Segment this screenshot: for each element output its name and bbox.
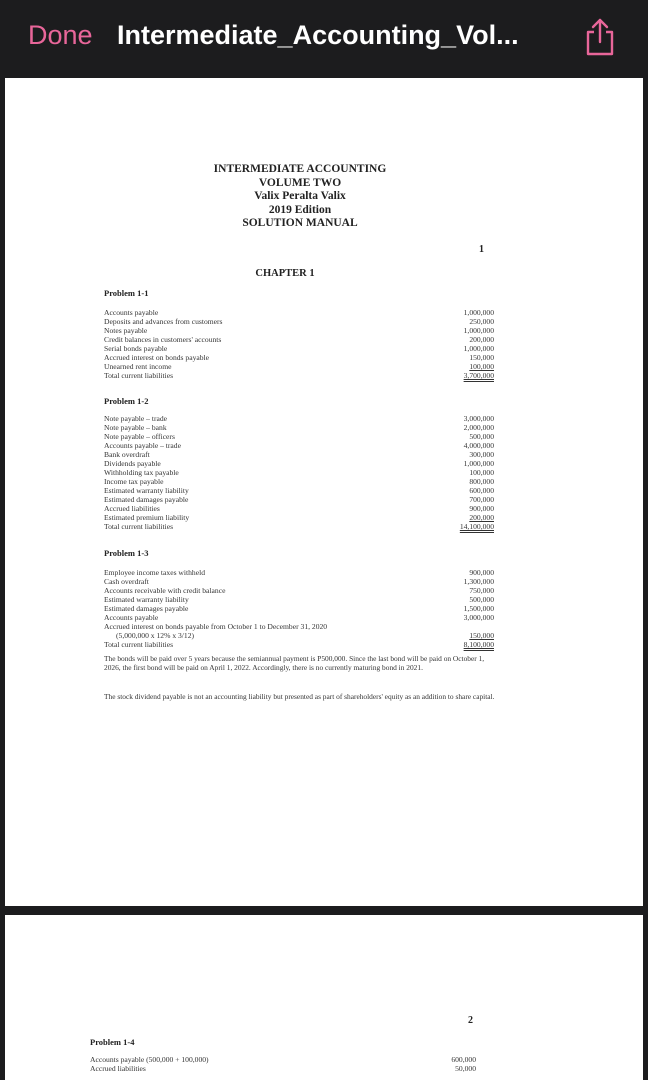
header-line: Valix Peralta Valix <box>254 190 346 202</box>
problem-title: Problem 1-1 <box>104 288 149 298</box>
ledger-row <box>104 441 494 450</box>
row-label: Notes payable <box>104 326 148 335</box>
row-amount: 300,000 <box>469 450 494 459</box>
ledger-row <box>104 568 494 577</box>
ledger-row <box>104 595 494 604</box>
ledger-row <box>90 1064 476 1073</box>
page-number: 2 <box>468 1015 473 1026</box>
row-label: Estimated damages payable <box>104 604 189 613</box>
row-amount: 1,000,000 <box>463 459 494 468</box>
row-label: Estimated premium liability <box>104 513 190 522</box>
ledger-row <box>104 486 494 495</box>
page-number: 1 <box>479 244 484 255</box>
ledger-row <box>104 577 494 586</box>
row-amount: 800,000 <box>469 477 494 486</box>
ledger-total-row <box>104 522 494 531</box>
row-label: (5,000,000 x 12% x 3/12) <box>116 631 195 640</box>
row-label: Employee income taxes withheld <box>104 568 206 577</box>
row-amount: 900,000 <box>469 504 494 513</box>
done-button[interactable]: Done <box>28 20 93 50</box>
row-amount: 500,000 <box>469 432 494 441</box>
chapter-heading: CHAPTER 1 <box>255 268 315 279</box>
row-label: Total current liabilities <box>104 522 174 531</box>
row-amount: 4,000,000 <box>463 441 494 450</box>
row-label: Dividends payable <box>104 459 161 468</box>
row-amount: 700,000 <box>469 495 494 504</box>
ledger-total-row <box>104 640 494 649</box>
row-label: Income tax payable <box>104 477 164 486</box>
row-amount: 3,000,000 <box>463 613 494 622</box>
share-button[interactable] <box>580 14 620 58</box>
row-amount: 50,000 <box>455 1064 476 1073</box>
ledger-row <box>104 622 494 631</box>
row-label: Accrued interest on bonds payable from October 1 to December 31, 2020 <box>104 622 328 631</box>
row-label: Accrued liabilities <box>90 1064 146 1073</box>
row-amount: 14,100,000 <box>459 522 494 531</box>
ledger-row <box>104 495 494 504</box>
row-label: Total current liabilities <box>104 640 174 649</box>
row-amount: 8,100,000 <box>463 640 494 649</box>
row-label: Accounts payable (500,000 + 100,000) <box>90 1055 209 1064</box>
ledger-row <box>104 604 494 613</box>
ledger-row <box>104 513 494 522</box>
row-label: Total current liabilities <box>104 371 174 380</box>
row-label: Accounts payable <box>104 308 159 317</box>
row-amount: 900,000 <box>469 568 494 577</box>
row-label: Cash overdraft <box>104 577 149 586</box>
ledger-row <box>104 450 494 459</box>
row-amount: 1,000,000 <box>463 344 494 353</box>
row-label: Estimated damages payable <box>104 495 189 504</box>
ledger-row <box>104 326 494 335</box>
explanation-paragraph: The bonds will be paid over 5 years because the semiannual payment is P500,000. Since the last bond will be paid on October 1, 2026, the first bond will be paid on April 1, 2022. Accordingly, there is no currently maturing bond in 2021. <box>104 654 485 672</box>
row-label: Estimated warranty liability <box>104 595 189 604</box>
row-amount: 1,000,000 <box>463 308 494 317</box>
row-amount: 150,000 <box>469 353 494 362</box>
row-amount: 150,000 <box>469 631 494 640</box>
row-amount: 600,000 <box>451 1055 476 1064</box>
header-line: INTERMEDIATE ACCOUNTING <box>213 163 387 175</box>
header-line: VOLUME TWO <box>258 176 342 189</box>
document-page-1 <box>5 78 643 906</box>
header-line: SOLUTION MANUAL <box>242 217 358 229</box>
row-amount: 200,000 <box>469 513 494 522</box>
ledger-row <box>104 504 494 513</box>
row-amount: 2,000,000 <box>463 423 494 432</box>
row-label: Accounts receivable with credit balance <box>104 586 226 595</box>
row-amount: 250,000 <box>469 317 494 326</box>
row-label: Unearned rent income <box>104 362 172 371</box>
ledger-row <box>104 468 494 477</box>
ledger-row <box>104 613 494 622</box>
row-amount: 3,000,000 <box>463 414 494 423</box>
row-label: Accounts payable – trade <box>104 441 181 450</box>
row-amount: 200,000 <box>469 335 494 344</box>
row-label: Serial bonds payable <box>104 344 168 353</box>
row-label: Accrued liabilities <box>104 504 160 513</box>
row-amount: 600,000 <box>469 486 494 495</box>
explanation-paragraph: The stock dividend payable is not an accounting liability but presented as part of shareholders' equity as an addition to share capital. <box>104 692 495 701</box>
ledger-row <box>104 423 494 432</box>
row-label: Estimated warranty liability <box>104 486 189 495</box>
row-amount: 100,000 <box>469 468 494 477</box>
row-amount: 500,000 <box>469 595 494 604</box>
document-viewer[interactable] <box>0 74 648 1080</box>
row-amount: 100,000 <box>469 362 494 371</box>
ledger-row <box>104 586 494 595</box>
ledger-row <box>104 344 494 353</box>
problem-title: Problem 1-3 <box>104 548 149 558</box>
book-header <box>155 163 445 231</box>
share-icon <box>580 14 620 58</box>
ledger-row <box>104 459 494 468</box>
header-line: 2019 Edition <box>268 203 332 216</box>
toolbar <box>0 0 648 74</box>
row-label: Accrued interest on bonds payable <box>104 353 210 362</box>
row-label: Withholding tax payable <box>104 468 179 477</box>
ledger-row <box>104 335 494 344</box>
row-label: Note payable – trade <box>104 414 168 423</box>
document-title: Intermediate_Accounting_Vol... <box>117 20 519 50</box>
ledger-row <box>104 362 494 371</box>
ledger-row <box>104 432 494 441</box>
row-label: Deposits and advances from customers <box>104 317 223 326</box>
row-label: Accounts payable <box>104 613 159 622</box>
ledger-row <box>104 414 494 423</box>
row-label: Note payable – officers <box>104 432 175 441</box>
row-label: Credit balances in customers' accounts <box>104 335 222 344</box>
row-amount: 1,300,000 <box>463 577 494 586</box>
ledger-row <box>104 353 494 362</box>
problem-title: Problem 1-2 <box>104 396 149 406</box>
row-amount: 3,700,000 <box>463 371 494 380</box>
ledger-row <box>104 631 494 640</box>
ledger-row <box>104 477 494 486</box>
document-page-2 <box>5 915 643 1080</box>
ledger-total-row <box>104 371 494 380</box>
row-amount: 1,500,000 <box>463 604 494 613</box>
ledger-row <box>104 308 494 317</box>
ledger-row <box>104 317 494 326</box>
row-label: Note payable – bank <box>104 423 167 432</box>
problem-title: Problem 1-4 <box>90 1037 135 1047</box>
row-amount: 1,000,000 <box>463 326 494 335</box>
row-label: Bank overdraft <box>104 450 150 459</box>
ledger-row <box>90 1055 476 1064</box>
row-amount: 750,000 <box>469 586 494 595</box>
